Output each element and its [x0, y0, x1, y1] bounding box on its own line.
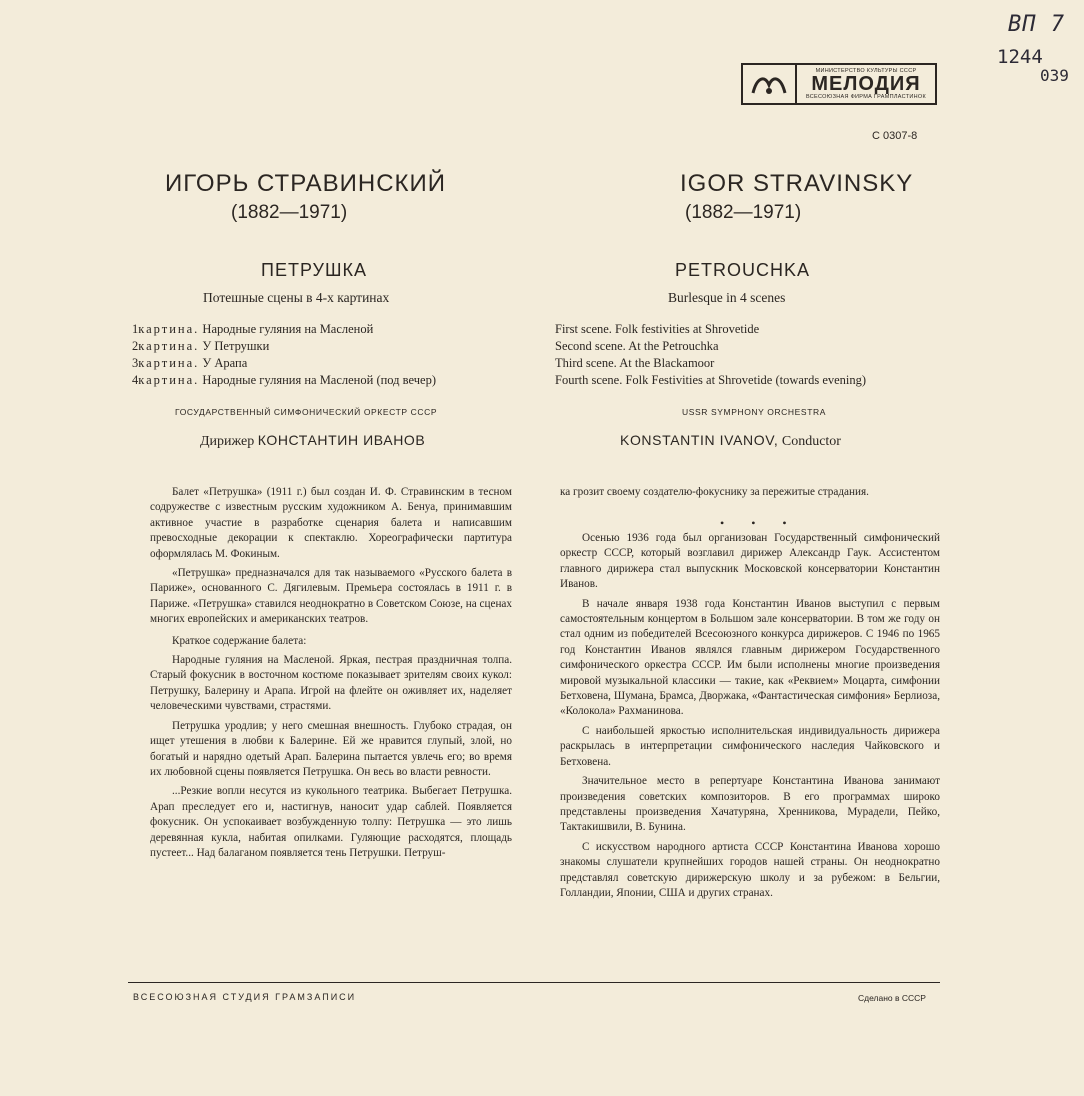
paragraph: ...Резкие вопли несутся из кукольного театрика. Выбегает Петрушка. Арап преследует его и, настигнув, наносит удар саблей. Появляется фокусник. Он успокаивает возбужденную толпу: Петрушка — это лишь деревянная кукла, набитая опилками. Гуляющие расходятся, площадь пустеет... Над балаганом появляется тень Петрушки. Петруш- [150, 785, 512, 859]
synopsis-heading: Краткое содержание балета: [172, 634, 307, 647]
conductor-en [620, 432, 841, 450]
conductor-ru [200, 432, 425, 450]
melodiya-logo [741, 63, 937, 105]
paragraph-continuation: ка грозит своему создателю-фокуснику за пережитые страдания. [560, 486, 869, 498]
footer-studio: ВСЕСОЮЗНАЯ СТУДИЯ ГРАМЗАПИСИ [133, 992, 357, 1002]
scene-item: Third scene. At the Blackamoor [555, 356, 715, 370]
paragraph: Осенью 1936 года был организован Государственный симфонический оркестр СССР, который возглавил дирижер Александр Гаук. Ассистентом главного дирижера стал выпускник Московской консерватории Константин Иванов. [560, 532, 940, 591]
orchestra-ru: ГОСУДАРСТВЕННЫЙ СИМФОНИЧЕСКИЙ ОРКЕСТР СССР [175, 407, 438, 417]
conductor-name-en: KONSTANTIN IVANOV, [620, 432, 779, 448]
scene-list-ru [132, 321, 436, 389]
conductor-bio-text [560, 531, 940, 905]
work-subtitle-ru: Потешные сцены в 4-х картинах [203, 290, 390, 305]
ru-body-text [150, 485, 512, 865]
work-title-en: PETROUCHKA [675, 260, 811, 280]
paragraph: С наибольшей яркостью исполнительская индивидуальность дирижера раскрылась в интерпретации симфонического наследия Чайковского и Бетховена. [560, 724, 940, 768]
scene-item: 3картина. У Арапа [132, 356, 248, 370]
composer-years-ru: (1882—1971) [231, 202, 348, 223]
paragraph: В начале января 1938 года Константин Иванов выступил с первым самостоятельным концертом в Большом зале консерватории. В том же году он стал одним из победителей Всесоюзного конкурса дирижеров. С 1946 по 1965 год Константин Иванов являлся главным дирижером Государственного симфонического оркестра СССР. Им были исполнены многие произведения мировой музыкальной классики — такие, как «Реквием» Моцарта, симфонии Бетховена, Шумана, Брамса, Дворжака, «Фантастическая симфония» Берлиоза, «Колокола» Рахманинова. [560, 597, 940, 718]
scene-item: 1картина. Народные гуляния на Масленой [132, 322, 374, 336]
paragraph: «Петрушка» предназначался для так называемого «Русского балета в Париже», основанного С. Дягилевым. Премьера состоялась в 1911 г. в Париже. «Петрушка» ставился неоднократно в Советском Союзе, на сценах многих европейских и американских театров. [150, 567, 512, 626]
paragraph: Народные гуляния на Масленой. Яркая, пестрая праздничная толпа. Старый фокусник в восточном костюме показывает зрителям своих кукол: Петрушку, Балерину и Арапа. Игрой на флейте он оживляет их, наделяет человеческими чувствами, страстями. [150, 654, 512, 713]
conductor-label-en: Conductor [781, 434, 841, 449]
scene-item: Second scene. At the Petrouchka [555, 339, 719, 353]
melodiya-logo-icon [743, 65, 797, 103]
handwritten-number: 039 [1040, 66, 1069, 85]
composer-name-en: IGOR STRAVINSKY [680, 170, 914, 197]
handwritten-mark: ВП 7 [1008, 12, 1065, 37]
paragraph: Балет «Петрушка» (1911 г.) был создан И. Ф. Стравинским в тесном содружестве с известным русским художником А. Бенуа, принимавшим активное участие в разработке сценария балета и написавшим превосходные декорации к спектаклю. Хореографически партитура оформлялась М. Фокиным. [150, 486, 512, 560]
logo-brand: МЕЛОДИЯ [811, 73, 921, 95]
conductor-name-ru: КОНСТАНТИН ИВАНОВ [257, 432, 426, 448]
logo-ministry: МИНИСТЕРСТВО КУЛЬТУРЫ СССР [815, 68, 917, 74]
paragraph: Петрушка уродлив; у него смешная внешность. Глубоко страдая, он ищет утешения в любви к Балерине. Ей же нравится глупый, злой, но богатый и нарядно одетый Арап. Балерина пытается увлечь его; во время их любовной сцены появляется Петрушка. Он весь во власти ревности. [150, 719, 512, 778]
orchestra-en: USSR SYMPHONY ORCHESTRA [682, 407, 826, 417]
logo-firm: ВСЕСОЮЗНАЯ ФИРМА ГРАМПЛАСТИНОК [806, 94, 926, 100]
en-column-body-text [560, 485, 940, 504]
footer-made-in: Сделано в СССР [858, 993, 926, 1003]
scene-item: First scene. Folk festivities at Shrovetide [555, 322, 760, 336]
scene-item: 4картина. Народные гуляния на Масленой (под вечер) [132, 373, 436, 387]
paragraph: С искусством народного артиста СССР Константина Иванова хорошо знакомы слушатели крупнейших городов нашей страны. Он неоднократно представлял советскую дирижерскую школу и за рубежом: в Бельгии, Голландии, Японии, США и других странах. [560, 840, 940, 899]
scene-item: 2картина. У Петрушки [132, 339, 270, 353]
work-title-ru: ПЕТРУШКА [261, 260, 367, 280]
section-divider-stars: • • • [720, 516, 799, 530]
work-subtitle-en: Burlesque in 4 scenes [668, 290, 786, 305]
footer-divider [128, 982, 940, 983]
catalog-number: С 0307-8 [872, 130, 918, 142]
composer-name-ru: ИГОРЬ СТРАВИНСКИЙ [165, 170, 446, 197]
scene-list-en [555, 321, 866, 389]
conductor-label-ru: Дирижер [200, 434, 255, 449]
scene-item: Fourth scene. Folk Festivities at Shrovetide (towards evening) [555, 373, 867, 387]
paragraph: Значительное место в репертуаре Константина Иванова занимают произведения советских композиторов. В его программах широко представлены произведения Хачатуряна, Хренникова, Мурадели, Пейко, Тактакишвили, В. Бунина. [560, 775, 940, 834]
composer-years-en: (1882—1971) [685, 202, 802, 223]
handwritten-number: 1244 [997, 46, 1043, 68]
